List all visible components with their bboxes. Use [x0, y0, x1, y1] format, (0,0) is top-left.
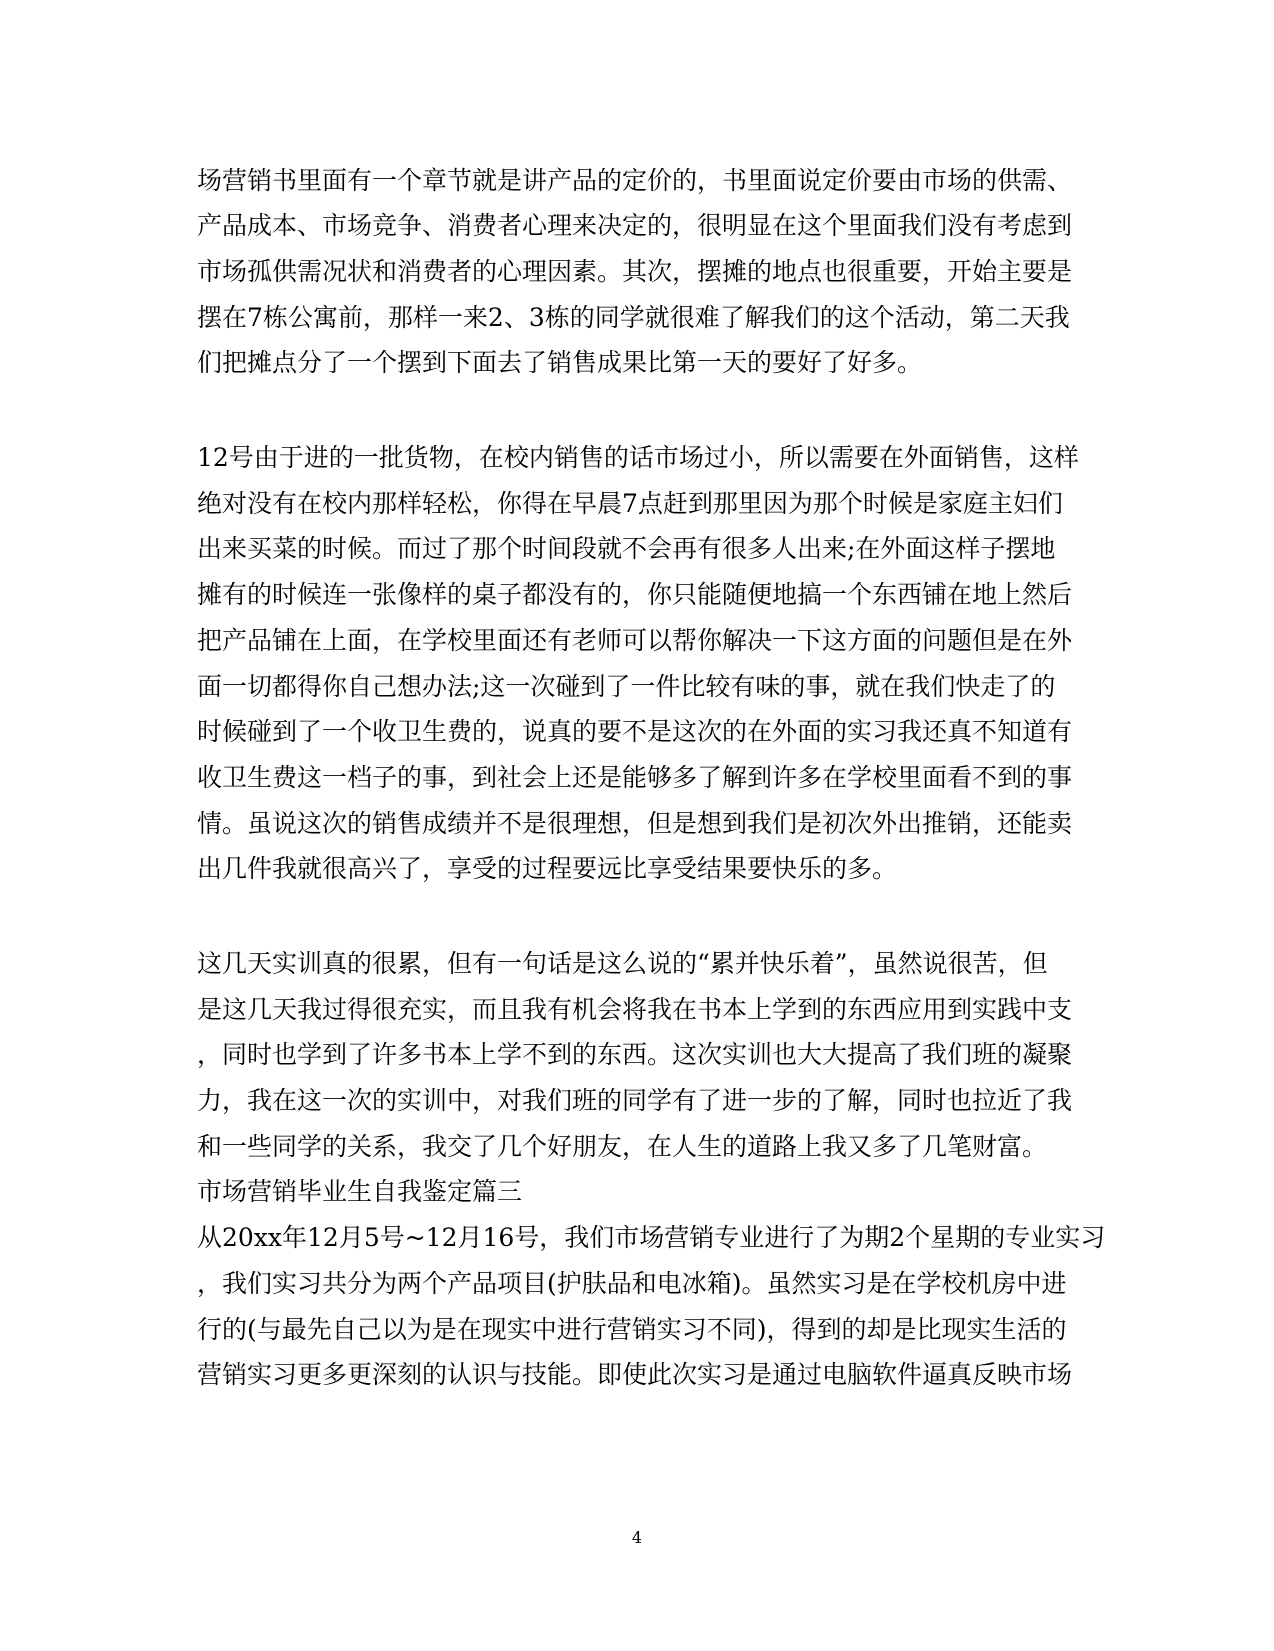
text-line: 产品成本、市场竞争、消费者心理来决定的，很明显在这个里面我们没有考虑到 — [197, 211, 1073, 240]
text-line: 面一切都得你自己想办法;这一次碰到了一件比较有味的事，就在我们快走了的 — [197, 672, 1056, 701]
text-line: 摊有的时候连一张像样的桌子都没有的，你只能随便地搞一个东西铺在地上然后 — [197, 580, 1073, 609]
text-line: ，同时也学到了许多书本上学不到的东西。这次实训也大大提高了我们班的凝聚 — [197, 1040, 1073, 1069]
text-line: 们把摊点分了一个摆到下面去了销售成果比第一天的要好了好多。 — [197, 348, 923, 377]
text-line: 收卫生费这一档子的事，到社会上还是能够多了解到许多在学校里面看不到的事 — [197, 763, 1073, 792]
text-line: 出几件我就很高兴了，享受的过程要远比享受结果要快乐的多。 — [197, 854, 898, 883]
text-line: 时候碰到了一个收卫生费的，说真的要不是这次的在外面的实习我还真不知道有 — [197, 717, 1073, 746]
page-number: 4 — [631, 1528, 643, 1547]
text-line: ，我们实习共分为两个产品项目(护肤品和电冰箱)。虽然实习是在学校机房中进 — [197, 1269, 1067, 1298]
text-line: 市场孤供需况状和消费者的心理因素。其次，摆摊的地点也很重要，开始主要是 — [197, 257, 1073, 286]
text-line: 情。虽说这次的销售成绩并不是很理想，但是想到我们是初次外出推销，还能卖 — [197, 809, 1073, 838]
text-line: 场营销书里面有一个章节就是讲产品的定价的，书里面说定价要由市场的供需、 — [197, 166, 1073, 195]
text-line: 是这几天我过得很充实，而且我有机会将我在书本上学到的东西应用到实践中支 — [197, 995, 1073, 1024]
text-line: 这几天实训真的很累，但有一句话是这么说的“累并快乐着”，虽然说很苦，但 — [197, 949, 1048, 978]
text-line: 摆在7栋公寓前，那样一来2、3栋的同学就很难了解我们的这个活动，第二天我 — [197, 303, 1070, 332]
text-line: 从20xx年12月5号~12月16号，我们市场营销专业进行了为期2个星期的专业实习 — [197, 1223, 1106, 1252]
text-line: 把产品铺在上面，在学校里面还有老师可以帮你解决一下这方面的问题但是在外 — [197, 626, 1073, 655]
text-line: 12号由于进的一批货物，在校内销售的话市场过小，所以需要在外面销售，这样 — [197, 443, 1079, 472]
text-line: 行的(与最先自己以为是在现实中进行营销实习不同)，得到的却是比现实生活的 — [197, 1315, 1067, 1344]
text-line: 绝对没有在校内那样轻松，你得在早晨7点赶到那里因为那个时候是家庭主妇们 — [197, 489, 1063, 518]
text-line: 出来买菜的时候。而过了那个时间段就不会再有很多人出来;在外面这样子摆地 — [197, 534, 1056, 563]
text-line: 力，我在这一次的实训中，对我们班的同学有了进一步的了解，同时也拉近了我 — [197, 1086, 1073, 1115]
text-line: 营销实习更多更深刻的认识与技能。即使此次实习是通过电脑软件逼真反映市场 — [197, 1360, 1073, 1389]
section-heading: 市场营销毕业生自我鉴定篇三 — [197, 1177, 523, 1206]
text-line: 和一些同学的关系，我交了几个好朋友，在人生的道路上我又多了几笔财富。 — [197, 1132, 1048, 1161]
